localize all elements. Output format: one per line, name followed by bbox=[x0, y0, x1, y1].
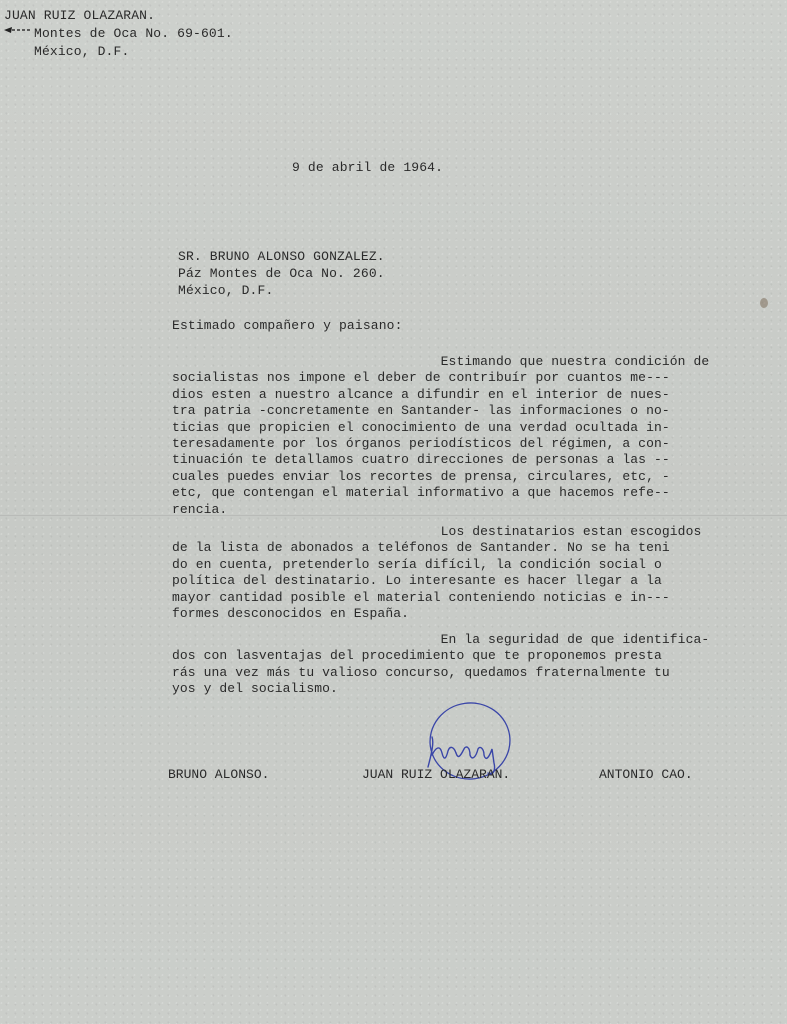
paragraph-line: tra patria -concretamente en Santander- las informaciones o no- bbox=[172, 403, 670, 419]
signatory-antonio-cao: ANTONIO CAO. bbox=[599, 767, 693, 782]
recipient-address: Páz Montes de Oca No. 260. bbox=[178, 266, 385, 281]
salutation: Estimado compañero y paisano: bbox=[172, 318, 403, 333]
letter-date: 9 de abril de 1964. bbox=[292, 160, 444, 175]
paragraph-line: tinuación te detallamos cuatro direcciones de personas a las -- bbox=[172, 452, 670, 468]
paragraph-line: do en cuenta, pretenderlo sería difícil, la condición social o bbox=[172, 556, 662, 572]
paragraph-line: dios esten a nuestro alcance a difundir en el interior de nues- bbox=[172, 386, 670, 402]
paragraph-line: dos con lasventajas del procedimiento que te proponemos presta bbox=[172, 648, 662, 664]
ink-mark-icon bbox=[2, 24, 32, 36]
paragraph-line: teresadamente por los órganos periodísticos del régimen, a con- bbox=[172, 436, 670, 452]
recipient-name: SR. BRUNO ALONSO GONZALEZ. bbox=[178, 249, 385, 264]
paragraph-line: etc, que contengan el material informativo a que hacemos refe-- bbox=[172, 485, 670, 501]
paragraph-line: rás una vez más tu valioso concurso, quedamos fraternalmente tu bbox=[172, 664, 670, 680]
paragraph-line: yos y del socialismo. bbox=[172, 681, 338, 697]
paragraph-line: En la seguridad de que identifica- bbox=[172, 632, 710, 647]
sender-name: JUAN RUIZ OLAZARAN. bbox=[4, 8, 156, 23]
sender-address: Montes de Oca No. 69-601. bbox=[34, 26, 233, 41]
paragraph-line: rencia. bbox=[172, 501, 228, 517]
paragraph-line: ticias que propicien el conocimiento de una verdad ocultada in- bbox=[172, 419, 670, 435]
paragraph-line: socialistas nos impone el deber de contribuír por cuantos me--- bbox=[172, 370, 670, 386]
signatory-bruno-alonso: BRUNO ALONSO. bbox=[168, 767, 270, 782]
recipient-city: México, D.F. bbox=[178, 283, 274, 298]
paragraph-line: política del destinatario. Lo interesante es hacer llegar a la bbox=[172, 573, 662, 589]
signatory-juan-ruiz: JUAN RUIZ OLAZARAN. bbox=[362, 767, 511, 782]
paragraph-line: Los destinatarios estan escogidos bbox=[172, 524, 702, 539]
paragraph-line: de la lista de abonados a teléfonos de Santander. No se ha teni bbox=[172, 540, 670, 556]
paragraph-1 bbox=[172, 354, 710, 518]
paper-stain bbox=[760, 298, 768, 308]
paragraph-line: cuales puedes enviar los recortes de prensa, circulares, etc, - bbox=[172, 468, 670, 484]
paragraph-line: mayor cantidad posible el material conteniendo noticias e in--- bbox=[172, 589, 670, 605]
paragraph-2 bbox=[172, 524, 707, 622]
sender-city: México, D.F. bbox=[34, 44, 130, 59]
paragraph-3 bbox=[172, 632, 710, 698]
paragraph-line: Estimando que nuestra condición de bbox=[172, 354, 710, 369]
paragraph-line: formes desconocidos en España. bbox=[172, 606, 410, 622]
